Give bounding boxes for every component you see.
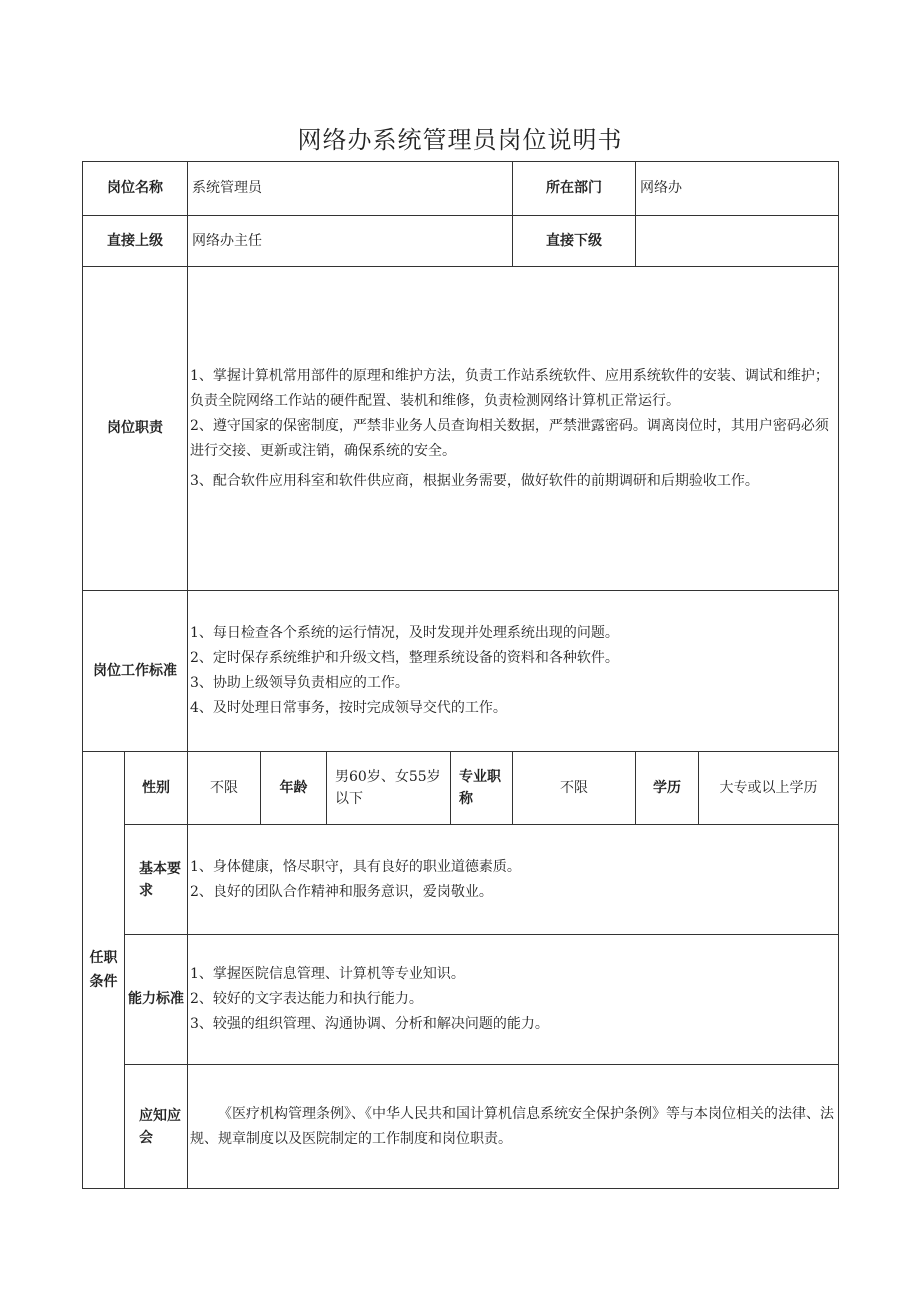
standard-item: 1、每日检查各个系统的运行情况，及时发现并处理系统出现的问题。: [190, 625, 619, 641]
ability-content: [188, 935, 839, 1065]
knowledge-text: 《医疗机构管理条例》、《中华人民共和国计算机信息系统安全保护条例》等与本岗位相关的法律、法规、规章制度以及医院制定的工作制度和岗位职责。: [190, 1105, 834, 1147]
title-label: 专业职称: [451, 752, 513, 825]
position-value: 系统管理员: [188, 162, 513, 216]
page-title: 网络办系统管理员岗位说明书: [297, 126, 623, 154]
ability-item: 2、较好的文字表达能力和执行能力。: [190, 991, 423, 1007]
duties-label: 岗位职责: [83, 267, 188, 591]
subordinate-label: 直接下级: [513, 216, 636, 267]
age-value: 男60岁、女55岁以下: [327, 752, 451, 825]
position-label: 岗位名称: [83, 162, 188, 216]
superior-label: 直接上级: [83, 216, 188, 267]
row-knowledge: [83, 1065, 839, 1189]
row-ability: [83, 935, 839, 1065]
gender-label: 性别: [125, 752, 188, 825]
ability-label: 能力标准: [125, 935, 188, 1065]
basic-requirement-item: 2、良好的团队合作精神和服务意识，爱岗敬业。: [190, 883, 493, 900]
subordinate-value: [636, 216, 839, 267]
standards-label: 岗位工作标准: [83, 591, 188, 752]
qualifications-label-line1: 任职: [89, 950, 118, 966]
education-label: 学历: [636, 752, 699, 825]
standard-item: 3、协助上级领导负责相应的工作。: [190, 675, 409, 691]
ability-item: 1、掌握医院信息管理、计算机等专业知识。: [190, 966, 465, 982]
duty-item: 2、遵守国家的保密制度，严禁非业务人员查询相关数据，严禁泄露密码。调离岗位时，其用户密码必须进行交接、更新或注销，确保系统的安全。: [190, 417, 829, 459]
basic-requirements-label: 基本要求: [125, 825, 188, 935]
row-qualification-basic: [83, 752, 839, 825]
row-duties: [83, 267, 839, 591]
age-label: 年龄: [261, 752, 327, 825]
standard-item: 4、及时处理日常事务，按时完成领导交代的工作。: [190, 700, 507, 716]
department-value: 网络办: [636, 162, 839, 216]
superior-value: 网络办主任: [188, 216, 513, 267]
basic-requirement-item: 1、身体健康，恪尽职守，具有良好的职业道德素质。: [190, 858, 521, 875]
department-label: 所在部门: [513, 162, 636, 216]
standard-item: 2、定时保存系统维护和升级文档，整理系统设备的资料和各种软件。: [190, 650, 619, 666]
education-value: 大专或以上学历: [699, 752, 839, 825]
standards-content: [188, 591, 839, 752]
qualifications-group-label: [83, 752, 125, 1189]
row-standards: [83, 591, 839, 752]
duty-item: 3、配合软件应用科室和软件供应商，根据业务需要，做好软件的前期调研和后期验收工作。: [190, 472, 759, 489]
duty-item: 1、掌握计算机常用部件的原理和维护方法，负责工作站系统软件、应用系统软件的安装、调试和维护；负责全院网络工作站的硬件配置、装机和维修，负责检测网络计算机正常运行。: [190, 367, 829, 409]
knowledge-content: [188, 1065, 839, 1189]
ability-item: 3、较强的组织管理、沟通协调、分析和解决问题的能力。: [190, 1016, 549, 1032]
basic-requirements-content: [188, 825, 839, 935]
title-value: 不限: [513, 752, 636, 825]
duties-content: [188, 267, 839, 591]
row-position: [83, 162, 839, 216]
job-description-table: [82, 161, 839, 1189]
qualifications-label-line2: 条件: [89, 974, 118, 990]
gender-value: 不限: [188, 752, 261, 825]
row-superior: [83, 216, 839, 267]
knowledge-label: 应知应会: [125, 1065, 188, 1189]
row-basic-requirements: [83, 825, 839, 935]
